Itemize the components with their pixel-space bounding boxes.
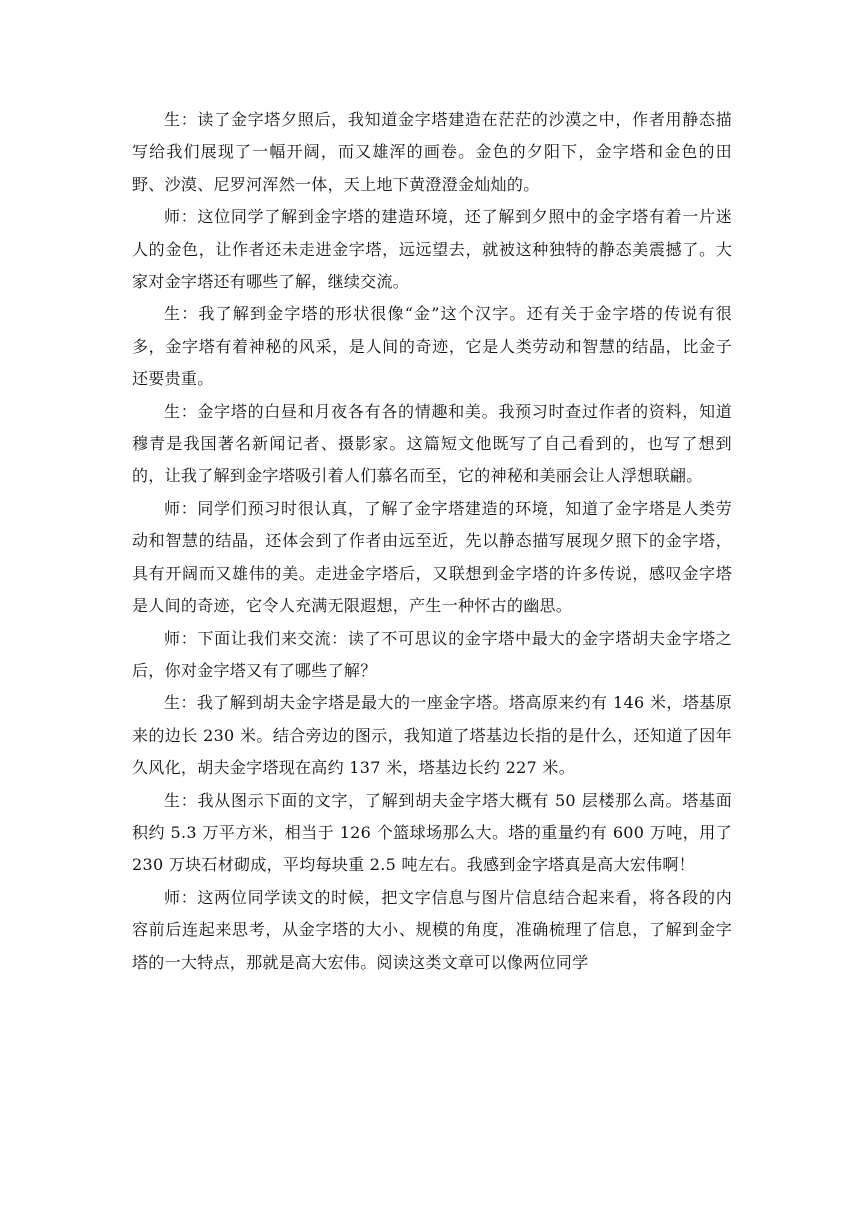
document-body [132,104,732,979]
paragraph-student-sunset: 生：读了金字塔夕照后，我知道金字塔建造在茫茫的沙漠之中，作者用静态描写给我们展现了一幅开阔，而又雄浑的画卷。金色的夕阳下，金字塔和金色的田野、沙漠、尼罗河浑然一体，天上地下黄澄澄金灿灿的。 [132,110,732,194]
paragraph-teacher-summary: 师：同学们预习时很认真，了解了金字塔建造的环境，知道了金字塔是人类劳动和智慧的结晶，还体会到了作者由远至近，先以静态描写展现夕照下的金字塔，具有开阔而又雄伟的美。走进金字塔后，又联想到金字塔的许多传说，感叹金字塔是人间的奇迹，它令人充满无限遐想，产生一种怀古的幽思。 [132,498,732,616]
paragraph-teacher-reading-method: 师：这两位同学读文的时候，把文字信息与图片信息结合起来看，将各段的内容前后连起来思考，从金字塔的大小、规模的角度，准确梳理了信息，了解到金字塔的一大特点，那就是高大宏伟。阅读这类文章可以像两位同学 [132,887,732,972]
paragraph-student-day-night: 生：金字塔的白昼和月夜各有各的情趣和美。我预习时查过作者的资料，知道穆青是我国著名新闻记者、摄影家。这篇短文他既写了自己看到的，也写了想到的，让我了解到金字塔吸引着人们慕名而至，它的神秘和美丽会让人浮想联翩。 [132,401,732,486]
paragraph-student-shape: 生：我了解到金字塔的形状很像“金”这个汉字。还有关于金字塔的传说有很多，金字塔有着神秘的风采，是人间的奇迹，它是人类劳动和智慧的结晶，比金子还要贵重。 [132,304,732,389]
paragraph-teacher-environment: 师：这位同学了解到金字塔的建造环境，还了解到夕照中的金字塔有着一片迷人的金色，让作者还未走进金字塔，远远望去，就被这种独特的静态美震撼了。大家对金字塔还有哪些了解，继续交流。 [132,207,732,292]
paragraph-teacher-question: 师：下面让我们来交流：读了不可思议的金字塔中最大的金字塔胡夫金字塔之后，你对金字塔又有了哪些了解？ [132,628,732,680]
paragraph-student-khufu-scale: 生：我从图示下面的文字，了解到胡夫金字塔大概有 50 层楼那么高。塔基面积约 5.3 万平方米，相当于 126 个篮球场那么大。塔的重量约有 600 万吨，用了 230 万块石材砌成，平均每块重 2.5 吨左右。我感到金字塔真是高大宏伟啊！ [132,790,732,875]
paragraph-student-khufu-size: 生：我了解到胡夫金字塔是最大的一座金字塔。塔高原来约有 146 米，塔基原来的边长 230 米。结合旁边的图示，我知道了塔基边长指的是什么，还知道了因年久风化，胡夫金字塔现在高约 137 米，塔基边长约 227 米。 [132,693,732,778]
